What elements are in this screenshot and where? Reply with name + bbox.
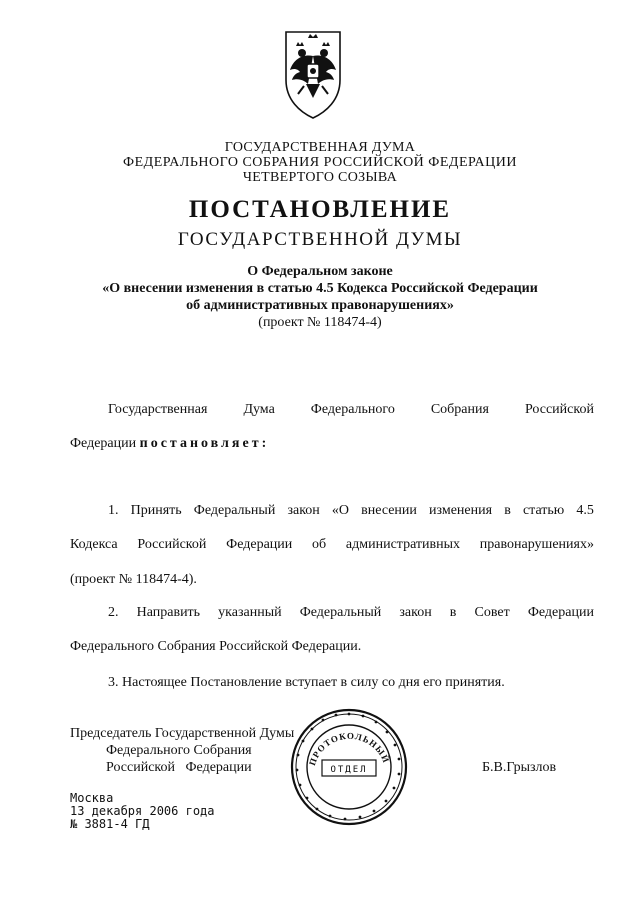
item-2-line-2: Федерального Собрания Российской Федерации. — [70, 639, 362, 654]
word: «О — [331, 503, 350, 518]
item-1-line-1 — [108, 503, 594, 519]
item-3: 3. Настоящее Постановление вступает в силу со дня его принятия. — [108, 675, 505, 690]
word: 4.5 — [576, 503, 594, 518]
word: Совет — [474, 605, 510, 620]
item-1-line-2 — [70, 537, 594, 553]
word: Федеральный — [193, 503, 276, 518]
word: внесении — [361, 503, 417, 518]
word: Кодекса — [70, 537, 118, 552]
preamble-federation: Федерации — [70, 436, 137, 451]
signature-position-line-1: Председатель Государственной Думы — [70, 726, 295, 741]
word: об — [312, 537, 327, 552]
word: Федерального — [310, 402, 395, 417]
coat-of-arms-emblem-icon — [282, 28, 344, 120]
word: правонарушениях» — [479, 537, 594, 552]
word: Дума — [243, 402, 275, 417]
word: административных — [345, 537, 461, 552]
footer-city: Москва — [70, 791, 114, 805]
footer-number: № 3881-4 ГД — [70, 817, 150, 831]
word: Государственная — [108, 402, 208, 417]
word: Федерации — [226, 537, 293, 552]
word: в — [504, 503, 511, 518]
document-title: ПОСТАНОВЛЕНИЕ — [188, 196, 452, 223]
document-subtitle: ГОСУДАРСТВЕННОЙ ДУМЫ — [177, 229, 463, 250]
header-line-federal-assembly: ФЕДЕРАЛЬНОГО СОБРАНИЯ РОССИЙСКОЙ ФЕДЕРАЦИИ — [123, 155, 517, 170]
law-project-number: (проект № 118474-4) — [258, 315, 382, 330]
word: 1. — [108, 503, 119, 518]
signature-position-line-3: Российской Федерации — [106, 760, 252, 775]
word: Российской — [524, 402, 594, 417]
word: Направить — [136, 605, 201, 620]
signatory-name: Б.В.Грызлов — [482, 760, 557, 775]
law-title-line-2: «О внесении изменения в статью 4.5 Кодекса Российской Федерации — [102, 281, 538, 296]
word: статью — [522, 503, 565, 518]
word: Федеральный — [299, 605, 382, 620]
preamble-decrees: постановляет: — [139, 436, 270, 451]
word: закон — [399, 605, 432, 620]
word: закон — [287, 503, 320, 518]
preamble-line-2 — [70, 436, 269, 452]
word: Российской — [137, 537, 207, 552]
word: Федерации — [527, 605, 594, 620]
signature-position-line-2: Федерального Собрания — [106, 743, 252, 758]
word: в — [449, 605, 457, 620]
law-title-line-3: об административных правонарушениях» — [186, 298, 454, 313]
law-title-line-1: О Федеральном законе — [247, 264, 393, 279]
stamp-center-text: ОТДЕЛ — [330, 765, 368, 775]
item-2-line-1 — [108, 605, 594, 621]
word: Собрания — [430, 402, 489, 417]
word: изменения — [429, 503, 493, 518]
official-seal-icon — [288, 706, 410, 828]
word: Принять — [130, 503, 182, 518]
item-1-line-3: (проект № 118474-4). — [70, 572, 197, 587]
word: указанный — [218, 605, 282, 620]
stamp-arc-text: ПРОТОКОЛЬНЫЙ — [307, 730, 392, 767]
footer-date: 13 декабря 2006 года — [70, 804, 215, 818]
header-line-convocation: ЧЕТВЕРТОГО СОЗЫВА — [242, 170, 398, 185]
header-line-duma: ГОСУДАРСТВЕННАЯ ДУМА — [224, 140, 416, 155]
preamble-line-1 — [108, 402, 594, 418]
word: 2. — [108, 605, 119, 620]
